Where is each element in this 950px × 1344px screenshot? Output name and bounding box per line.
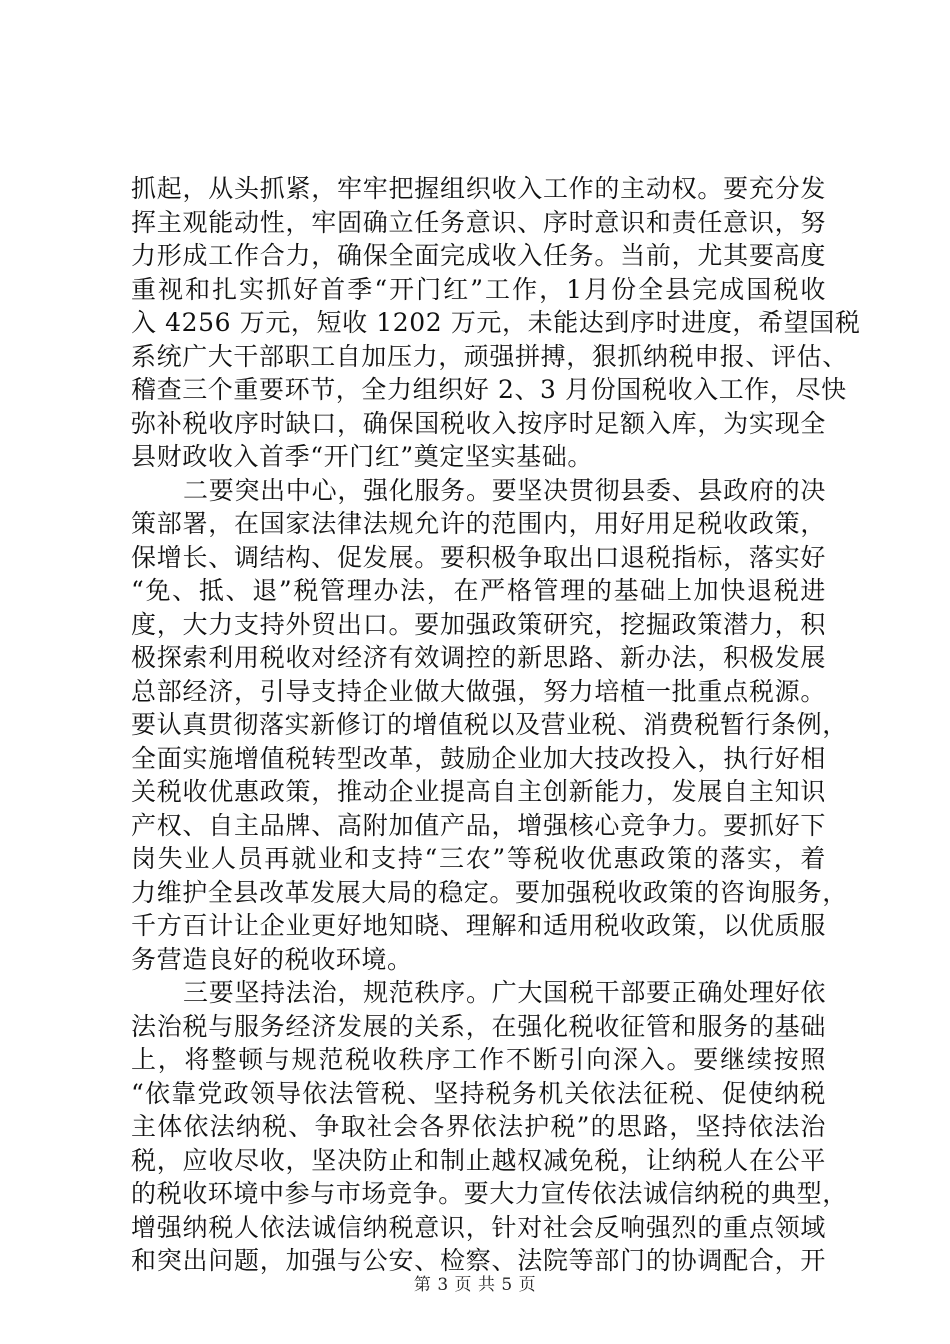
text-line: “依靠党政领导依法管税、坚持税务机关依法征税、促使纳税	[131, 1078, 826, 1108]
text-line: 主体依法纳税、争取社会各界依法护税”的思路，坚持依法治	[131, 1112, 826, 1141]
paragraph-start-line: 二要突出中心，强化服务。要坚决贯彻县委、县政府的决	[183, 475, 826, 505]
text-line: 弥补税收序时缺口，确保国税收入按序时足额入库，为实现全	[131, 408, 826, 438]
text-line: 的税收环境中参与市场竞争。要大力宣传依法诚信纳税的典型，	[131, 1179, 848, 1208]
text-line: 力形成工作合力，确保全面完成收入任务。当前，尤其要高度	[131, 241, 826, 270]
text-line: 要认真贯彻落实新修订的增值税以及营业税、消费税暂行条例，	[131, 710, 848, 739]
text-line: 抓起，从头抓紧，牢牢把握组织收入工作的主动权。要充分发	[131, 174, 826, 203]
text-line: 县财政收入首季“开门红”奠定坚实基础。	[131, 442, 593, 471]
text-line: 税，应收尽收，坚决防止和制止越权减免税，让纳税人在公平	[131, 1145, 826, 1175]
text-line: 岗失业人员再就业和支持“三农”等税收优惠政策的落实，着	[131, 844, 826, 873]
text-line: 法治税与服务经济发展的关系，在强化税收征管和服务的基础	[131, 1011, 826, 1041]
text-line: 增强纳税人依法诚信纳税意识，针对社会反响强烈的重点领域	[131, 1212, 826, 1242]
text-line: 产权、自主品牌、高附加值产品，增强核心竞争力。要抓好下	[131, 810, 826, 840]
paragraph-start-line: 三要坚持法治，规范秩序。广大国税干部要正确处理好依	[183, 978, 826, 1007]
text-line: 挥主观能动性，牢固确立任务意识、序时意识和责任意识，努	[131, 207, 826, 237]
text-line: 重视和扎实抓好首季“开门红”工作，1月份全县完成国税收	[131, 274, 826, 304]
text-line: 稽查三个重要环节，全力组织好 2、3 月份国税收入工作，尽快	[131, 375, 847, 404]
body-text	[131, 172, 861, 1278]
text-line: 策部署，在国家法律法规允许的范围内，用好用足税收政策，	[131, 509, 826, 538]
text-line: 千方百计让企业更好地知晓、理解和适用税收政策，以优质服	[131, 911, 826, 940]
text-line: “免、抵、退”税管理办法，在严格管理的基础上加快退税进	[131, 576, 826, 605]
page-number-footer: 第 3 页 共 5 页	[413, 1275, 537, 1295]
text-line: 上，将整顿与规范税收秩序工作不断引向深入。要继续按照	[131, 1045, 826, 1074]
text-line: 力维护全县改革发展大局的稳定。要加强税收政策的咨询服务，	[131, 877, 848, 907]
text-line: 全面实施增值税转型改革，鼓励企业加大技改投入，执行好相	[131, 743, 826, 773]
text-line: 务营造良好的税收环境。	[131, 944, 413, 974]
text-line: 关税收优惠政策，推动企业提高自主创新能力，发展自主知识	[131, 777, 826, 806]
text-line: 保增长、调结构、促发展。要积极争取出口退税指标，落实好	[131, 542, 826, 572]
text-line: 系统广大干部职工自加压力，顽强拼搏，狠抓纳税申报、评估、	[131, 341, 848, 371]
text-line: 总部经济，引导支持企业做大做强，努力培植一批重点税源。	[131, 676, 826, 706]
text-line: 入 4256 万元，短收 1202 万元，未能达到序时进度，希望国税	[131, 308, 861, 337]
text-line: 极探索利用税收对经济有效调控的新思路、新办法，积极发展	[131, 643, 826, 672]
text-line: 度，大力支持外贸出口。要加强政策研究，挖掘政策潜力，积	[131, 609, 826, 639]
text-line: 和突出问题，加强与公安、检察、法院等部门的协调配合，开	[131, 1246, 826, 1275]
